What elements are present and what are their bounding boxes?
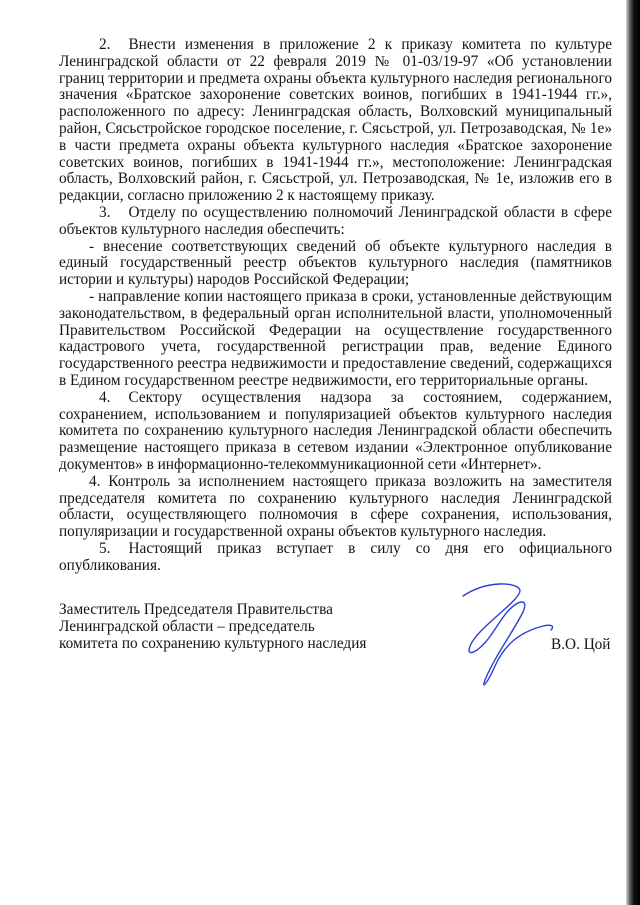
item-5-number: 5.	[99, 539, 111, 557]
handwritten-signature	[425, 580, 565, 690]
item-3-bullet-2: - направление копии настоящего приказа в сроки, установленные действующим законодательством, в федеральный орган исполнительной власти, уполномоченный Правительством Российской Федерации на осуществление государственного кадастрового учета, государственной регистрации прав, ведение Единого государственного реестра недвижимости и предоставление сведений, содержащихся в Едином государственном реестре недвижимости, его территориальные органы.	[59, 287, 612, 389]
scan-edge-shadow	[626, 0, 640, 905]
item-4-text: Сектору осуществления надзора за состоянием, содержанием, сохранением, использованием и популяризацией объектов культурного наследия комитета по сохранению культурного наследия Ленинградской области обеспечить размещение настоящего приказа в сетевом издании «Электронное опубликование документов» в информационно-телекоммуникационной сети «Интернет».	[59, 388, 612, 473]
signatory-title-line-2: Ленинградской области – председатель	[59, 618, 315, 635]
document-body	[59, 37, 612, 575]
item-3	[59, 205, 612, 239]
item-3-number: 3.	[99, 203, 111, 221]
item-2-text: Внести изменения в приложение 2 к приказу комитета по культуре Ленинградской области от 22 февраля 2019 № 01-03/19-97 «Об установлении границ территории и предмета охраны объекта культурного наследия регионального значения «Братское захоронение советских воинов, погибших в 1941-1944 гг.», расположенного по адресу: Ленинградская область, Волховский муниципальный район, Сясьстройское городское поселение, г. Сясьстрой, ул. Петрозаводская, № 1е» в части предмета охраны объекта культурного наследия «Братское захоронение советских воинов, погибших в 1941-1944 гг.», местоположение: Ленинградская область, Волховский район, г. Сясьстрой, ул. Петрозаводская, № 1е, изложив его в редакции, согласно приложению 2 к настоящему приказу.	[59, 36, 612, 205]
signatory-title-line-1: Заместитель Председателя Правительства	[59, 601, 333, 618]
item-4-number: 4.	[99, 388, 111, 406]
item-2-number: 2.	[99, 36, 111, 53]
item-4-control: 4. Контроль за исполнением настоящего приказа возложить на заместителя председателя комитета по сохранению культурного наследия Ленинградской области, осуществляющего полномочия в сфере сохранения, использования, популяризации и государственной охраны объектов культурного наследия.	[59, 472, 612, 541]
item-3-bullet-1: - внесение соответствующих сведений об объекте культурного наследия в единый государственный реестр объектов культурного наследия (памятников истории и культуры) народов Российской Федерации;	[59, 237, 612, 289]
signatory-title	[59, 601, 389, 652]
signatory-title-line-3: комитета по сохранению культурного наследия	[59, 635, 367, 652]
item-2	[59, 37, 612, 205]
item-3-text: Отделу по осуществлению полномочий Ленинградской области в сфере объектов культурного наследия обеспечить:	[59, 203, 612, 238]
item-5-text: Настоящий приказ вступает в силу со дня его официального опубликования.	[59, 539, 612, 574]
item-5	[59, 541, 612, 575]
signatory-name: В.О. Цой	[551, 636, 611, 653]
item-4	[59, 390, 612, 474]
